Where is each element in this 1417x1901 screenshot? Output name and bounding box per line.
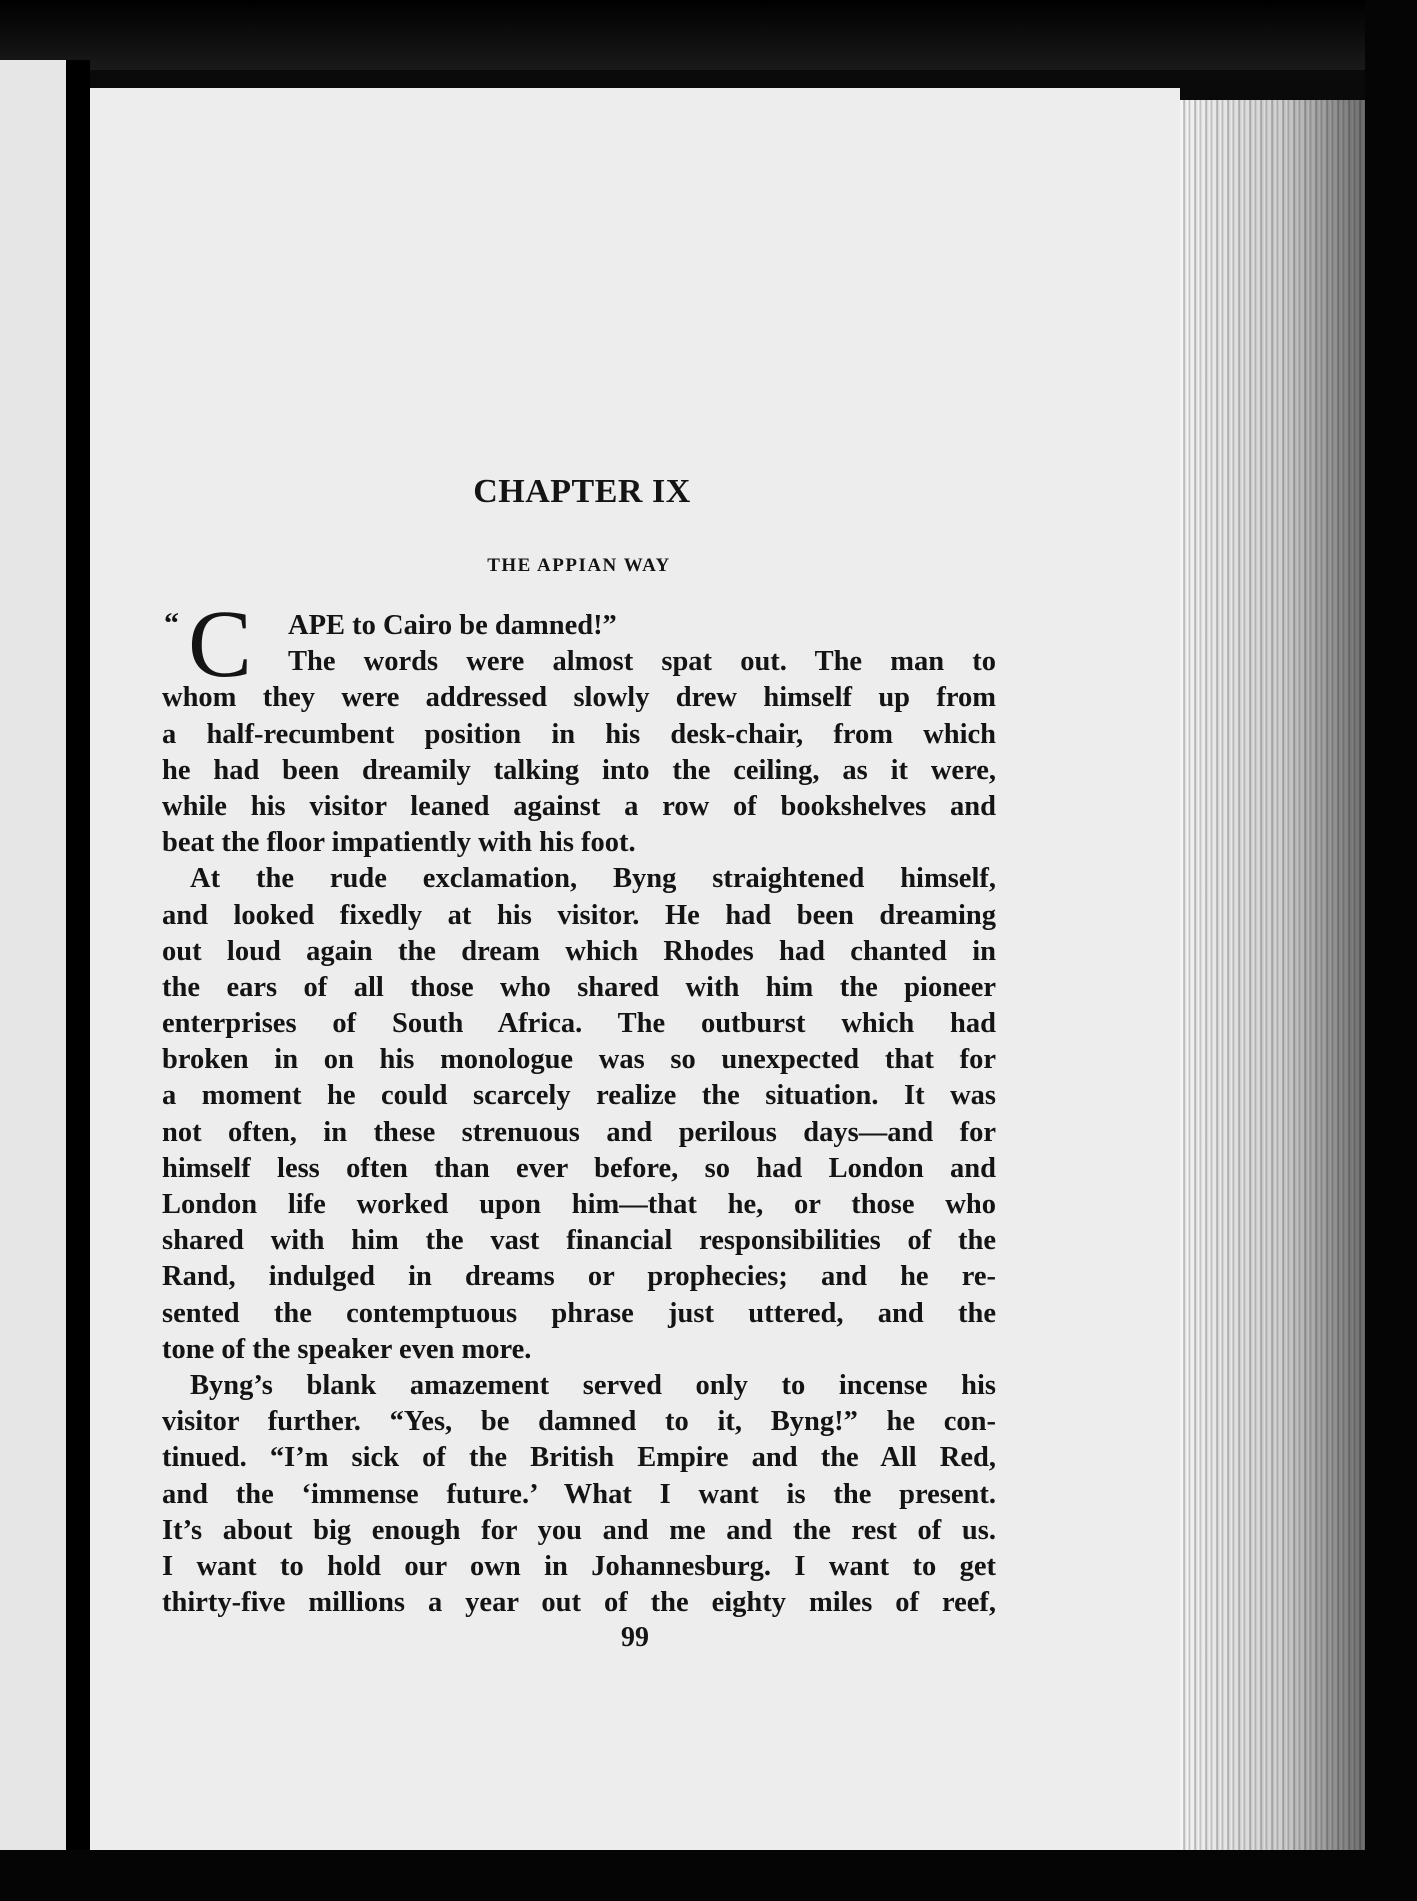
text-line: beat the floor impatiently with his foot. [162,827,636,859]
text-line: broken in on his monologue was so unexpected that for [162,1044,996,1076]
opening-paragraph [162,590,996,697]
text-line: himself less often than ever before, so had London and [162,1152,996,1184]
text-line: enterprises of South Africa. The outburst which had [162,1008,996,1040]
text-line: sented the contemptuous phrase just uttered, and the [162,1297,996,1329]
text-line: out loud again the dream which Rhodes had chanted in [162,935,996,967]
text-line: a half-recumbent position in his desk-chair, from which [162,718,996,750]
text-line: tone of the speaker even more. [162,1333,532,1365]
page-text [162,470,996,1621]
opening-quote-mark: “ [164,607,179,640]
text-line: At the rude exclamation, Byng straightened himself, [190,863,996,895]
text-line: a moment he could scarcely realize the situation. It was [162,1080,996,1112]
text-line: tinued. “I’m sick of the British Empire and the All Red, [162,1442,996,1474]
text-line: while his visitor leaned against a row of bookshelves and [162,790,996,822]
right-shadow [1365,0,1417,1901]
text-line: the ears of all those who shared with him the pioneer [162,971,996,1003]
drop-cap: C [188,590,253,697]
text-line: It’s about big enough for you and me and the rest of us. [162,1514,996,1546]
text-line: Rand, indulged in dreams or prophecies; and he re- [162,1261,996,1293]
top-shadow [0,0,1417,70]
text-line: I want to hold our own in Johannesburg. I want to get [162,1550,996,1582]
text-line: APE to Cairo be damned!” [288,610,617,641]
chapter-subtitle: THE APPIAN WAY [487,555,671,576]
text-line: visitor further. “Yes, be damned to it, Byng!” he con- [162,1406,996,1438]
book-gutter [66,60,90,1850]
text-line: whom they were addressed slowly drew himself up from [162,682,996,714]
text-line: thirty-five millions a year out of the eighty miles of reef, [162,1587,996,1619]
page-edges [1180,100,1365,1850]
text-line: London life worked upon him—that he, or those who [162,1189,996,1220]
page-number: 99 [621,1622,649,1653]
text-line: and looked fixedly at his visitor. He had been dreaming [162,899,996,931]
left-page-edge [0,60,66,1850]
text-line: and the ‘immense future.’ What I want is the present. [162,1478,996,1510]
text-line: The words were almost spat out. The man to [288,646,996,678]
bottom-shadow [0,1850,1417,1901]
text-line: he had been dreamily talking into the ceiling, as it were, [162,754,996,786]
text-line: Byng’s blank amazement served only to incense his [190,1369,996,1401]
text-line: shared with him the vast financial responsibilities of the [162,1225,996,1257]
chapter-title: CHAPTER IX [473,473,691,510]
text-line: not often, in these strenuous and perilous days—and for [162,1116,996,1148]
